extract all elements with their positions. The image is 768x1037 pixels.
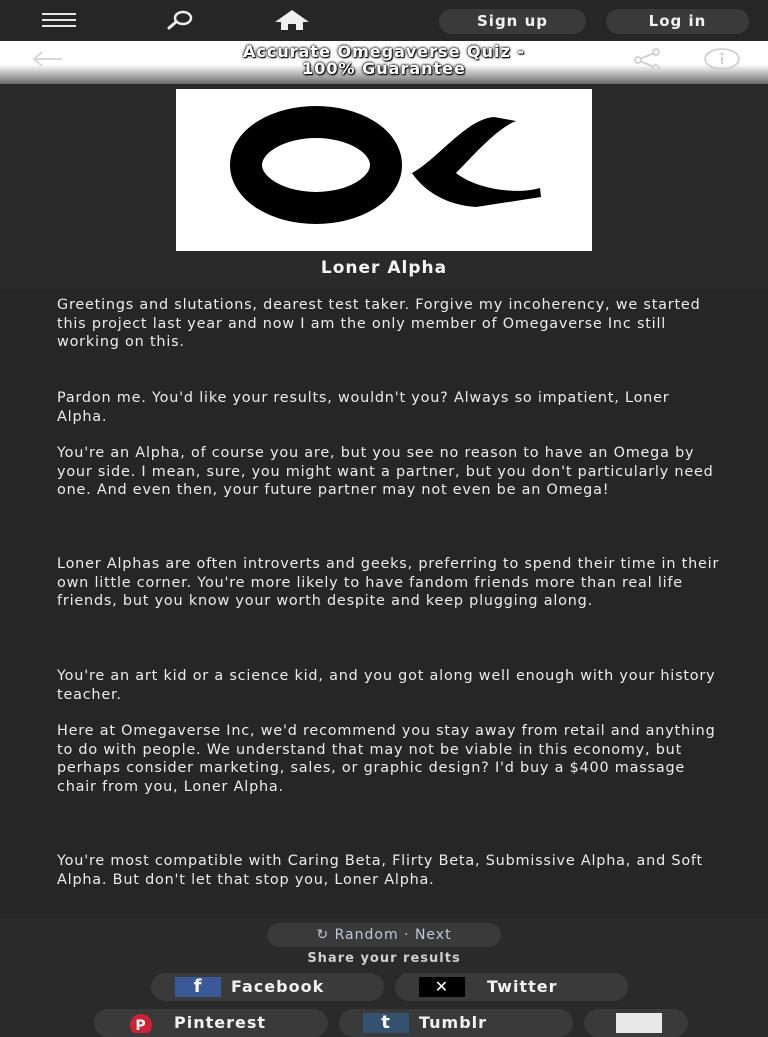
pinterest-share-button[interactable]: [94, 1009, 328, 1037]
facebook-label: Facebook: [231, 977, 325, 996]
result-description: [0, 289, 768, 914]
svg-text:P: P: [135, 1018, 147, 1033]
twitter-label: Twitter: [487, 977, 558, 996]
log-in-button[interactable]: Log in: [606, 9, 749, 34]
share-results-label: Share your results: [307, 951, 461, 966]
twitter-share-button[interactable]: [395, 973, 628, 1001]
home-icon[interactable]: [273, 9, 311, 31]
alpha-symbol-image: [176, 89, 592, 251]
quiz-title-bar: [0, 41, 768, 84]
pinterest-label: Pinterest: [174, 1013, 267, 1032]
tumblr-icon: t: [363, 1013, 409, 1033]
result-paragraph: Loner Alphas are often introverts and geeks, preferring to spend their time in their own little corner. You're more likely to have fandom friends more than real life friends, but you know your worth despite and keep plugging along.: [57, 556, 720, 609]
result-paragraph: You're an Alpha, of course you are, but you see no reason to have an Omega by your side. I mean, sure, you might want a partner, but you don't particularly need one. And even then, your future partner may not even be an Omega!: [57, 445, 714, 498]
info-icon[interactable]: [703, 47, 741, 71]
facebook-share-button[interactable]: [151, 973, 384, 1001]
top-bar: [0, 0, 768, 41]
result-paragraph: You're an art kid or a science kid, and you got along well enough with your history teacher.: [57, 668, 716, 703]
refresh-icon: ↻: [316, 927, 330, 943]
tumblr-label: Tumblr: [419, 1013, 488, 1032]
result-paragraph: Here at Omegaverse Inc, we'd recommend you stay away from retail and anything to do with people. We understand that may not be viable in this economy, but perhaps consider marketing, sales, or graphic design? I'd buy a $400 massage chair from you, Loner Alpha.: [57, 723, 716, 795]
quiz-title-line1: Accurate Omegaverse Quiz -: [243, 42, 525, 61]
more-share-icon: [616, 1013, 662, 1033]
facebook-icon: f: [175, 977, 221, 997]
random-next-button[interactable]: [267, 923, 501, 947]
sign-up-button[interactable]: Sign up: [439, 9, 586, 34]
result-paragraph: You're most compatible with Caring Beta, Flirty Beta, Submissive Alpha, and Soft Alpha. But don't let that stop you, Loner Alpha.: [57, 853, 703, 888]
pinterest-icon: [118, 1013, 164, 1033]
random-next-label: Random · Next: [334, 927, 452, 943]
back-icon[interactable]: [30, 49, 66, 69]
result-paragraph: Pardon me. You'd like your results, wouldn't you? Always so impatient, Loner Alpha.: [57, 390, 670, 425]
quiz-title-line2: 100% Guarantee: [302, 59, 466, 78]
result-paragraph: Greetings and slutations, dearest test taker. Forgive my incoherency, we started this project last year and now I am the only member of Omegaverse Inc still working on this.: [57, 297, 701, 350]
quiz-title: [130, 43, 638, 77]
x-icon: ✕: [419, 977, 465, 997]
search-icon[interactable]: [166, 9, 196, 31]
result-title: Loner Alpha: [320, 258, 448, 278]
menu-icon[interactable]: [42, 13, 76, 27]
alpha-icon: [176, 89, 592, 251]
tumblr-share-button[interactable]: [339, 1009, 573, 1037]
more-share-button[interactable]: [584, 1009, 688, 1037]
share-icon[interactable]: [632, 48, 664, 72]
